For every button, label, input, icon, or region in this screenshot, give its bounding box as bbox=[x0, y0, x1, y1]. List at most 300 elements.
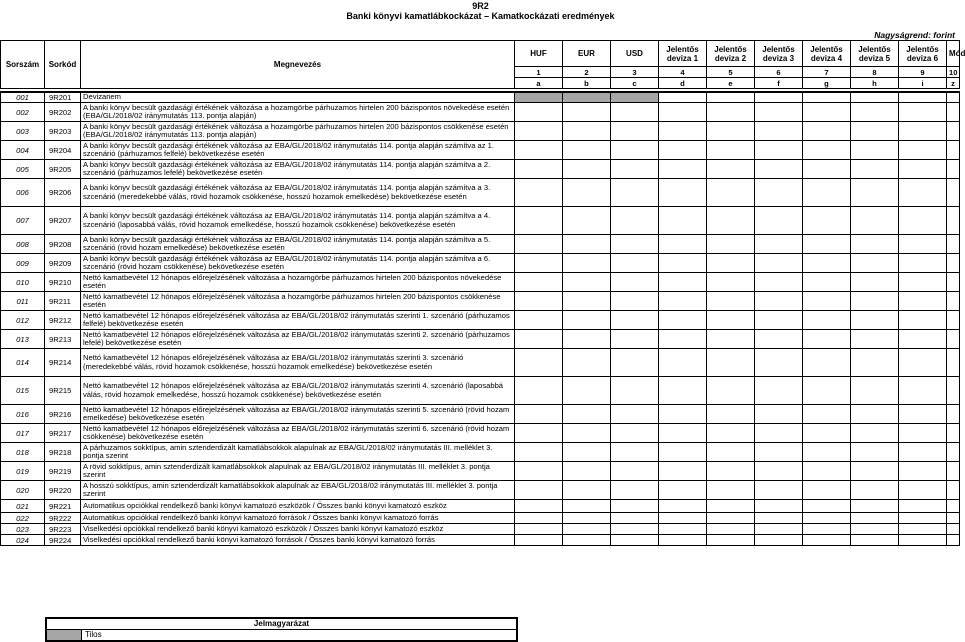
data-cell[interactable] bbox=[659, 207, 707, 235]
table-row bbox=[1, 254, 960, 273]
data-cell[interactable] bbox=[563, 405, 611, 424]
data-cell[interactable] bbox=[947, 160, 960, 179]
table-row bbox=[1, 462, 960, 481]
data-cell[interactable] bbox=[803, 377, 851, 405]
data-cell[interactable] bbox=[515, 207, 563, 235]
data-cell[interactable] bbox=[611, 235, 659, 254]
data-cell[interactable] bbox=[947, 273, 960, 292]
data-cell[interactable] bbox=[947, 424, 960, 443]
data-cell[interactable] bbox=[611, 311, 659, 330]
data-cell[interactable] bbox=[803, 424, 851, 443]
data-cell[interactable] bbox=[803, 462, 851, 481]
data-cell[interactable] bbox=[851, 535, 899, 546]
data-cell[interactable] bbox=[515, 462, 563, 481]
data-cell[interactable] bbox=[947, 330, 960, 349]
data-cell[interactable] bbox=[659, 443, 707, 462]
data-cell[interactable] bbox=[899, 311, 947, 330]
data-cell[interactable] bbox=[611, 141, 659, 160]
data-cell[interactable] bbox=[707, 292, 755, 311]
data-cell[interactable] bbox=[947, 292, 960, 311]
data-cell[interactable] bbox=[659, 160, 707, 179]
row-description: Nettó kamatbevétel 12 hónapos előrejelzésének változása a hozamgörbe párhuzamos hirtelen 200 bázispontos csökkenése esetén bbox=[81, 292, 515, 311]
data-cell[interactable] bbox=[515, 377, 563, 405]
col-header-deviza-5: Jelentős deviza 5 bbox=[851, 41, 899, 67]
data-cell[interactable] bbox=[899, 500, 947, 513]
data-cell[interactable] bbox=[659, 513, 707, 524]
data-cell[interactable] bbox=[515, 500, 563, 513]
data-cell[interactable] bbox=[611, 273, 659, 292]
data-cell[interactable] bbox=[899, 535, 947, 546]
col-number: 4 bbox=[659, 67, 707, 78]
data-cell[interactable] bbox=[563, 481, 611, 500]
data-cell[interactable] bbox=[515, 443, 563, 462]
data-cell[interactable] bbox=[947, 405, 960, 424]
data-cell[interactable] bbox=[899, 481, 947, 500]
data-cell[interactable] bbox=[659, 311, 707, 330]
data-cell[interactable] bbox=[659, 292, 707, 311]
data-cell[interactable] bbox=[899, 103, 947, 122]
data-cell[interactable] bbox=[659, 122, 707, 141]
col-letter: c bbox=[611, 78, 659, 89]
col-header-huf: HUF bbox=[515, 41, 563, 67]
row-sorkod: 9R212 bbox=[45, 311, 81, 330]
data-cell[interactable] bbox=[851, 330, 899, 349]
data-cell[interactable] bbox=[947, 443, 960, 462]
data-cell[interactable] bbox=[707, 207, 755, 235]
data-cell[interactable] bbox=[563, 462, 611, 481]
data-cell[interactable] bbox=[659, 235, 707, 254]
data-cell[interactable] bbox=[947, 122, 960, 141]
data-cell[interactable] bbox=[707, 179, 755, 207]
data-cell[interactable] bbox=[851, 500, 899, 513]
data-cell[interactable] bbox=[851, 311, 899, 330]
data-cell[interactable] bbox=[803, 349, 851, 377]
table-row bbox=[1, 141, 960, 160]
data-cell[interactable] bbox=[515, 179, 563, 207]
data-cell[interactable] bbox=[611, 254, 659, 273]
data-cell[interactable] bbox=[803, 254, 851, 273]
col-letter: i bbox=[899, 78, 947, 89]
data-cell[interactable] bbox=[899, 405, 947, 424]
report-table bbox=[0, 40, 965, 546]
data-cell[interactable] bbox=[803, 443, 851, 462]
col-header-deviza-3: Jelentős deviza 3 bbox=[755, 41, 803, 67]
data-cell[interactable] bbox=[611, 160, 659, 179]
data-cell[interactable] bbox=[659, 141, 707, 160]
data-cell[interactable] bbox=[515, 481, 563, 500]
data-cell[interactable] bbox=[851, 160, 899, 179]
col-header-mod: Mód bbox=[947, 41, 960, 67]
data-cell[interactable] bbox=[611, 405, 659, 424]
data-cell[interactable] bbox=[755, 405, 803, 424]
data-cell[interactable] bbox=[659, 405, 707, 424]
data-cell[interactable] bbox=[947, 481, 960, 500]
data-cell[interactable] bbox=[707, 141, 755, 160]
data-cell[interactable] bbox=[611, 462, 659, 481]
data-cell[interactable] bbox=[515, 235, 563, 254]
data-cell[interactable] bbox=[707, 462, 755, 481]
data-cell[interactable] bbox=[755, 424, 803, 443]
data-cell[interactable] bbox=[707, 273, 755, 292]
data-cell[interactable] bbox=[851, 405, 899, 424]
data-cell[interactable] bbox=[611, 292, 659, 311]
data-cell[interactable] bbox=[803, 500, 851, 513]
col-number: 3 bbox=[611, 67, 659, 78]
data-cell[interactable] bbox=[707, 92, 755, 103]
table-row bbox=[1, 330, 960, 349]
data-cell[interactable] bbox=[851, 513, 899, 524]
data-cell[interactable] bbox=[851, 292, 899, 311]
data-cell[interactable] bbox=[755, 292, 803, 311]
data-cell[interactable] bbox=[755, 92, 803, 103]
data-cell[interactable] bbox=[803, 141, 851, 160]
data-cell[interactable] bbox=[899, 122, 947, 141]
data-cell[interactable] bbox=[515, 160, 563, 179]
data-cell[interactable] bbox=[851, 254, 899, 273]
data-cell[interactable] bbox=[851, 273, 899, 292]
data-cell[interactable] bbox=[659, 377, 707, 405]
row-description: Viselkedési opciókkal rendelkező banki könyvi kamatozó források / Összes banki könyvi kamatozó forrás bbox=[81, 535, 515, 546]
table-row bbox=[1, 481, 960, 500]
data-cell[interactable] bbox=[899, 292, 947, 311]
data-cell[interactable] bbox=[851, 443, 899, 462]
data-cell[interactable] bbox=[707, 377, 755, 405]
data-cell[interactable] bbox=[947, 349, 960, 377]
table-row bbox=[1, 292, 960, 311]
data-cell[interactable] bbox=[755, 500, 803, 513]
data-cell[interactable] bbox=[611, 207, 659, 235]
forbidden-cell bbox=[611, 92, 659, 103]
data-cell[interactable] bbox=[899, 462, 947, 481]
data-cell[interactable] bbox=[947, 535, 960, 546]
data-cell[interactable] bbox=[563, 443, 611, 462]
data-cell[interactable] bbox=[707, 443, 755, 462]
data-cell[interactable] bbox=[659, 273, 707, 292]
data-cell[interactable] bbox=[563, 535, 611, 546]
data-cell[interactable] bbox=[563, 524, 611, 535]
data-cell[interactable] bbox=[947, 235, 960, 254]
data-cell[interactable] bbox=[947, 141, 960, 160]
data-cell[interactable] bbox=[611, 481, 659, 500]
data-cell[interactable] bbox=[659, 349, 707, 377]
data-cell[interactable] bbox=[947, 462, 960, 481]
data-cell[interactable] bbox=[515, 122, 563, 141]
row-sorkod: 9R218 bbox=[45, 443, 81, 462]
row-description: Automatikus opciókkal rendelkező banki könyvi kamatozó források / Összes banki könyvi kamatozó forrás bbox=[81, 513, 515, 524]
data-cell[interactable] bbox=[803, 207, 851, 235]
data-cell[interactable] bbox=[611, 513, 659, 524]
data-cell[interactable] bbox=[899, 443, 947, 462]
data-cell[interactable] bbox=[563, 254, 611, 273]
data-cell[interactable] bbox=[515, 513, 563, 524]
data-cell[interactable] bbox=[563, 160, 611, 179]
data-cell[interactable] bbox=[851, 122, 899, 141]
data-cell[interactable] bbox=[515, 103, 563, 122]
data-cell[interactable] bbox=[851, 424, 899, 443]
data-cell[interactable] bbox=[755, 103, 803, 122]
data-cell[interactable] bbox=[851, 524, 899, 535]
data-cell[interactable] bbox=[659, 462, 707, 481]
data-cell[interactable] bbox=[947, 524, 960, 535]
data-cell[interactable] bbox=[563, 500, 611, 513]
row-sorszam: 018 bbox=[1, 443, 45, 462]
data-cell[interactable] bbox=[803, 160, 851, 179]
data-cell[interactable] bbox=[851, 207, 899, 235]
table-row bbox=[1, 311, 960, 330]
data-cell[interactable] bbox=[755, 330, 803, 349]
data-cell[interactable] bbox=[803, 122, 851, 141]
data-cell[interactable] bbox=[803, 273, 851, 292]
data-cell[interactable] bbox=[899, 377, 947, 405]
data-cell[interactable] bbox=[899, 254, 947, 273]
data-cell[interactable] bbox=[851, 141, 899, 160]
data-cell[interactable] bbox=[755, 179, 803, 207]
data-cell[interactable] bbox=[851, 235, 899, 254]
data-cell[interactable] bbox=[755, 254, 803, 273]
table-row bbox=[1, 349, 960, 377]
data-cell[interactable] bbox=[515, 424, 563, 443]
data-cell[interactable] bbox=[563, 424, 611, 443]
col-number: 5 bbox=[707, 67, 755, 78]
data-cell[interactable] bbox=[707, 311, 755, 330]
legend-label: Tilos bbox=[85, 630, 102, 639]
data-cell[interactable] bbox=[659, 424, 707, 443]
data-cell[interactable] bbox=[947, 179, 960, 207]
table-row bbox=[1, 103, 960, 122]
data-cell[interactable] bbox=[755, 273, 803, 292]
col-number: 10 bbox=[947, 67, 960, 78]
data-cell[interactable] bbox=[659, 481, 707, 500]
table-row bbox=[1, 122, 960, 141]
data-cell[interactable] bbox=[515, 349, 563, 377]
data-cell[interactable] bbox=[899, 207, 947, 235]
row-description: Nettó kamatbevétel 12 hónapos előrejelzésének változása az EBA/GL/2018/02 iránymutatás szerinti 6. szcenárió (rövid hozam csökkenése) bekövetkezése esetén bbox=[81, 424, 515, 443]
data-cell[interactable] bbox=[707, 513, 755, 524]
data-cell[interactable] bbox=[803, 292, 851, 311]
data-cell[interactable] bbox=[659, 254, 707, 273]
row-sorkod: 9R201 bbox=[45, 92, 81, 103]
data-cell[interactable] bbox=[563, 103, 611, 122]
data-cell[interactable] bbox=[707, 524, 755, 535]
data-cell[interactable] bbox=[899, 92, 947, 103]
data-cell[interactable] bbox=[803, 311, 851, 330]
data-cell[interactable] bbox=[611, 179, 659, 207]
data-cell[interactable] bbox=[563, 179, 611, 207]
data-cell[interactable] bbox=[899, 349, 947, 377]
data-cell[interactable] bbox=[611, 122, 659, 141]
data-cell[interactable] bbox=[515, 330, 563, 349]
row-description: A banki könyv becsült gazdasági értékének változása a hozamgörbe párhuzamos hirtelen 200 bázispontos csökkenése esetén (EBA/GL/2018/02 iránymutatás 113. pontja alapján) bbox=[81, 122, 515, 141]
data-cell[interactable] bbox=[755, 349, 803, 377]
row-sorkod: 9R221 bbox=[45, 500, 81, 513]
data-cell[interactable] bbox=[755, 443, 803, 462]
data-cell[interactable] bbox=[563, 349, 611, 377]
report-title: Banki könyvi kamatlábkockázat – Kamatkockázati eredmények bbox=[346, 11, 615, 21]
data-cell[interactable] bbox=[899, 179, 947, 207]
data-cell[interactable] bbox=[707, 405, 755, 424]
data-cell[interactable] bbox=[563, 311, 611, 330]
row-description: Nettó kamatbevétel 12 hónapos előrejelzésének változása az EBA/GL/2018/02 iránymutatás szerinti 5. szcenárió (rövid hozam emelkedése) bekövetkezése esetén bbox=[81, 405, 515, 424]
data-cell[interactable] bbox=[755, 481, 803, 500]
data-cell[interactable] bbox=[611, 424, 659, 443]
row-description: A hosszú sokktípus, amin sztenderdizált kamatlábsokkok alapulnak az EBA/GL/2018/02 iránymutatás III. melléklet 3. pontja szerint bbox=[81, 481, 515, 500]
data-cell[interactable] bbox=[611, 443, 659, 462]
data-cell[interactable] bbox=[755, 377, 803, 405]
data-cell[interactable] bbox=[515, 535, 563, 546]
forbidden-cell bbox=[515, 92, 563, 103]
data-cell[interactable] bbox=[803, 524, 851, 535]
table-row bbox=[1, 273, 960, 292]
data-cell[interactable] bbox=[563, 273, 611, 292]
data-cell[interactable] bbox=[707, 122, 755, 141]
data-cell[interactable] bbox=[707, 349, 755, 377]
data-cell[interactable] bbox=[947, 254, 960, 273]
row-sorkod: 9R202 bbox=[45, 103, 81, 122]
data-cell[interactable] bbox=[755, 235, 803, 254]
data-cell[interactable] bbox=[755, 160, 803, 179]
data-cell[interactable] bbox=[755, 524, 803, 535]
data-cell[interactable] bbox=[563, 141, 611, 160]
data-cell[interactable] bbox=[755, 122, 803, 141]
data-cell[interactable] bbox=[611, 500, 659, 513]
data-cell[interactable] bbox=[659, 330, 707, 349]
data-cell[interactable] bbox=[611, 535, 659, 546]
data-cell[interactable] bbox=[707, 424, 755, 443]
data-cell[interactable] bbox=[947, 500, 960, 513]
data-cell[interactable] bbox=[803, 330, 851, 349]
data-cell[interactable] bbox=[707, 160, 755, 179]
col-letter: f bbox=[755, 78, 803, 89]
data-cell[interactable] bbox=[611, 103, 659, 122]
data-cell[interactable] bbox=[515, 405, 563, 424]
data-cell[interactable] bbox=[515, 141, 563, 160]
data-cell[interactable] bbox=[899, 273, 947, 292]
data-cell[interactable] bbox=[947, 103, 960, 122]
data-cell[interactable] bbox=[755, 141, 803, 160]
data-cell[interactable] bbox=[899, 424, 947, 443]
data-cell[interactable] bbox=[611, 349, 659, 377]
row-sorszam: 012 bbox=[1, 311, 45, 330]
data-cell[interactable] bbox=[563, 292, 611, 311]
data-cell[interactable] bbox=[899, 235, 947, 254]
data-cell[interactable] bbox=[851, 349, 899, 377]
data-cell[interactable] bbox=[851, 462, 899, 481]
row-sorkod: 9R217 bbox=[45, 424, 81, 443]
data-cell[interactable] bbox=[515, 311, 563, 330]
data-cell[interactable] bbox=[659, 179, 707, 207]
data-cell[interactable] bbox=[803, 103, 851, 122]
data-cell[interactable] bbox=[707, 330, 755, 349]
data-cell[interactable] bbox=[947, 513, 960, 524]
data-cell[interactable] bbox=[563, 330, 611, 349]
row-description: Nettó kamatbevétel 12 hónapos előrejelzésének változása az EBA/GL/2018/02 iránymutatás szerinti 2. szcenárió (párhuzamos lefelé) bekövetkezése esetén bbox=[81, 330, 515, 349]
data-cell[interactable] bbox=[515, 273, 563, 292]
data-cell[interactable] bbox=[563, 122, 611, 141]
row-sorszam: 009 bbox=[1, 254, 45, 273]
data-cell[interactable] bbox=[659, 92, 707, 103]
data-cell[interactable] bbox=[899, 524, 947, 535]
data-cell[interactable] bbox=[707, 103, 755, 122]
row-sorkod: 9R219 bbox=[45, 462, 81, 481]
data-cell[interactable] bbox=[899, 141, 947, 160]
table-row bbox=[1, 524, 960, 535]
col-header-deviza-2: Jelentős deviza 2 bbox=[707, 41, 755, 67]
row-sorkod: 9R224 bbox=[45, 535, 81, 546]
data-cell[interactable] bbox=[803, 405, 851, 424]
data-cell[interactable] bbox=[515, 524, 563, 535]
row-description: Nettó kamatbevétel 12 hónapos előrejelzésének változása az EBA/GL/2018/02 iránymutatás szerinti 3. szcenárió (meredekebbé válás, rövid hozamok csökkenése, hosszú hozamok emelkedése) bekövetkezése esetén bbox=[81, 349, 515, 377]
row-sorszam: 022 bbox=[1, 513, 45, 524]
forbidden-cell bbox=[563, 92, 611, 103]
data-cell[interactable] bbox=[515, 292, 563, 311]
row-sorszam: 015 bbox=[1, 377, 45, 405]
row-description: A banki könyv becsült gazdasági értékének változása az EBA/GL/2018/02 iránymutatás 114. pontja alapján számítva az 1. szcenárió (párhuzamos felfelé) bekövetkezése esetén bbox=[81, 141, 515, 160]
data-cell[interactable] bbox=[851, 92, 899, 103]
legend-title: Jelmagyarázat bbox=[47, 619, 516, 630]
row-description: A párhuzamos sokktípus, amin sztenderdizált kamatlábsokkok alapulnak az EBA/GL/2018/02 iránymutatás III. melléklet 3. pontja szerint bbox=[81, 443, 515, 462]
data-cell[interactable] bbox=[611, 330, 659, 349]
data-cell[interactable] bbox=[851, 377, 899, 405]
data-cell[interactable] bbox=[947, 207, 960, 235]
data-cell[interactable] bbox=[611, 524, 659, 535]
table-row bbox=[1, 377, 960, 405]
data-cell[interactable] bbox=[707, 235, 755, 254]
data-cell[interactable] bbox=[563, 207, 611, 235]
data-cell[interactable] bbox=[803, 179, 851, 207]
data-cell[interactable] bbox=[659, 103, 707, 122]
data-cell[interactable] bbox=[563, 513, 611, 524]
data-cell[interactable] bbox=[755, 311, 803, 330]
row-sorszam: 010 bbox=[1, 273, 45, 292]
data-cell[interactable] bbox=[563, 235, 611, 254]
data-cell[interactable] bbox=[899, 160, 947, 179]
data-cell[interactable] bbox=[707, 535, 755, 546]
legend-box bbox=[45, 617, 518, 642]
data-cell[interactable] bbox=[803, 92, 851, 103]
table-row bbox=[1, 179, 960, 207]
data-cell[interactable] bbox=[803, 535, 851, 546]
data-cell[interactable] bbox=[947, 311, 960, 330]
data-cell[interactable] bbox=[563, 377, 611, 405]
data-cell[interactable] bbox=[611, 377, 659, 405]
data-cell[interactable] bbox=[659, 500, 707, 513]
data-cell[interactable] bbox=[707, 500, 755, 513]
data-cell[interactable] bbox=[851, 481, 899, 500]
table-row bbox=[1, 92, 960, 103]
data-cell[interactable] bbox=[659, 535, 707, 546]
data-cell[interactable] bbox=[515, 254, 563, 273]
data-cell[interactable] bbox=[755, 513, 803, 524]
data-cell[interactable] bbox=[947, 377, 960, 405]
data-cell[interactable] bbox=[899, 330, 947, 349]
data-cell[interactable] bbox=[755, 535, 803, 546]
data-cell[interactable] bbox=[707, 481, 755, 500]
data-cell[interactable] bbox=[755, 462, 803, 481]
data-cell[interactable] bbox=[947, 92, 960, 103]
data-cell[interactable] bbox=[851, 103, 899, 122]
col-letter: b bbox=[563, 78, 611, 89]
data-cell[interactable] bbox=[755, 207, 803, 235]
data-cell[interactable] bbox=[803, 481, 851, 500]
row-sorkod: 9R208 bbox=[45, 235, 81, 254]
data-cell[interactable] bbox=[803, 513, 851, 524]
data-cell[interactable] bbox=[659, 524, 707, 535]
data-cell[interactable] bbox=[851, 179, 899, 207]
table-row bbox=[1, 160, 960, 179]
data-cell[interactable] bbox=[899, 513, 947, 524]
data-cell[interactable] bbox=[803, 235, 851, 254]
data-cell[interactable] bbox=[707, 254, 755, 273]
